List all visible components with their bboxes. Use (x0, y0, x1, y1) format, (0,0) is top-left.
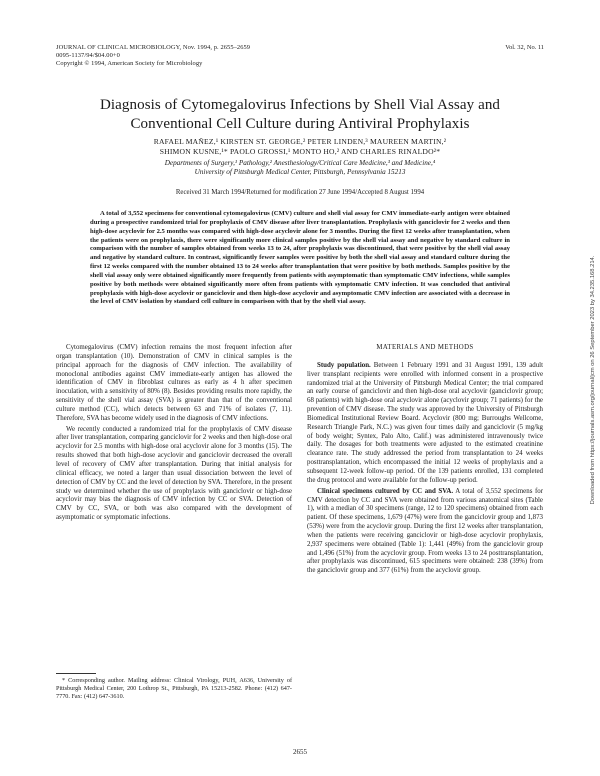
download-watermark (588, 120, 598, 640)
affiliation-line: University of Pittsburgh Medical Center, Pittsburgh, Pennsylvania 15213 (194, 168, 406, 177)
paragraph-heading: Clinical specimens cultured by CC and SVA. (317, 487, 454, 495)
left-column (56, 344, 292, 525)
author-line: RAFAEL MAÑEZ,¹ KIRSTEN ST. GEORGE,² PETER LINDEN,³ MAUREEN MARTIN,² (153, 137, 447, 146)
article-title (40, 96, 560, 134)
section-heading: MATERIALS AND METHODS (376, 344, 474, 351)
title-line: Conventional Cell Culture during Antiviral Prophylaxis (130, 116, 470, 132)
paragraph-text: A total of 3,552 specimens for CMV detection by CC and SVA were obtained from various anatomical sites (Table 1), with a median of 30 specimens (range, 12 to 120 specimens) obtained from each patient. Of these specimens, 1,679 (47%) were from the ganciclovir group and 1,873 (53%) were from the acyclovir group. During the first 12 weeks after transplantation, when the patients were receiving ganciclovir or high-dose acyclovir prophylaxis, 2,937 specimens were obtained (Table 1): 1,441 (49%) from the ganciclovir group and 1,496 (51%) from the acyclovir group. From weeks 13 to 24 posttransplantation, after prophylaxis was discontinued, 615 specimens were obtained: 238 (39%) from the ganciclovir group and 377 (61%) from the acyclovir group. (307, 487, 543, 575)
title-line: Diagnosis of Cytomegalovirus Infections by Shell Vial Assay and (99, 97, 501, 113)
download-watermark-text: Downloaded from https://journals.asm.org/journal/jcm on 26 September 2023 by 34.235.168.214. (590, 255, 596, 505)
body-paragraph: Cytomegalovirus (CMV) infection remains the most frequent infection after organ transplantation (10). Demonstration of CMV in clinical samples is the principal approach for the diagnosis of CMV infection. The availability of monoclonal antibodies against CMV immediate-early antigen has allowed the identification of CMV in fibroblast cultures as early as 4 h after specimen inoculation, with a sensitivity of 80% (8). Besides providing results more rapidly, the sensitivity of the shell vial assay (SVA) is greater than that of the conventional culture method (CC), which detects between 63 and 71% of isolates (7, 11). Therefore, SVA has become widely used in the diagnosis of CMV infections. (56, 344, 292, 422)
author-line: SHIMON KUSNE,¹* PAOLO GROSSI,¹ MONTO HO,² AND CHARLES RINALDO²* (159, 147, 441, 156)
affiliation-line: Departments of Surgery,¹ Pathology,² Anesthesiology/Critical Care Medicine,³ and Medicine,⁴ (164, 159, 436, 167)
corresponding-author-footnote: * Corresponding author. Mailing address: Clinical Virology, PUH, A636, University of Pittsburgh Medical Center, 200 Lothrop St., Pittsburgh, PA 15213-2582. Phone: (412) 647-7770. Fax: (412) 647-3610. (56, 677, 292, 700)
abstract: A total of 3,552 specimens for conventional cytomegalovirus (CMV) culture and shell vial assay for CMV immediate-early antigen were obtained during a prospective randomized trial for prophylaxis of CMV disease after liver transplantation. Prophylaxis with ganciclovir for 2 weeks and then high-dose acyclovir for 2.5 months was compared with high-dose acyclovir alone for 3 months. During the first 12 weeks after transplantation, when the patients were on prophylaxis, there were significantly more clinical samples positive by the shell vial assay and negative by standard culture in comparison with the number of samples obtained from weeks 13 to 24, after prophylaxis was discontinued, that were positive by the shell vial assay and negative by standard culture. In contrast, significantly fewer samples were positive by both the shell vial assay and standard culture during the first 12 weeks compared with the number obtained 13 to 24 weeks after transplantation that were positive by both methods. Samples positive by the shell vial assay only were obtained significantly more frequently from patients with asymptomatic than symptomatic CMV infections, while samples positive by both methods were obtained significantly more often from patients with symptomatic CMV infection. It was concluded that antiviral prophylaxis with high-dose acyclovir or ganciclovir and then high-dose acyclovir and asymptomatic CMV infection are associated with a decrease in the level of CMV isolation by standard cell culture in comparison with that by the shell vial assay. (90, 210, 510, 306)
issn-line: 0095-1137/94/$04.00+0 (56, 52, 120, 60)
author-list (70, 137, 530, 157)
received-dates: Received 31 March 1994/Returned for modification 27 June 1994/Accepted 8 August 1994 (175, 189, 425, 196)
right-column (307, 344, 543, 578)
footnote-divider (56, 673, 96, 674)
body-paragraph: We recently conducted a randomized trial for the prophylaxis of CMV disease after liver transplantation, comparing ganciclovir for 2 weeks and then high-dose oral acyclovir for 2.5 months with high-dose oral acyclovir alone for 3 months (15). The results showed that both high-dose acyclovir and ganciclovir decreased the overall level of recovery of CMV after transplantation. During that initial analysis for clinical efficacy, we noted a larger than usual dissociation between the level of detection of CMV by CC and the level of detection by SVA. Therefore, in the present study we determined whether the use of prophylaxis with ganciclovir or high-dose acyclovir may bias the diagnosis of CMV infection by CC or SVA. Detection of CMV by CC, SVA, or both was also compared with the development of asymptomatic or symptomatic infections. (56, 425, 292, 522)
journal-citation: JOURNAL OF CLINICAL MICROBIOLOGY, Nov. 1994, p. 2655–2659 (56, 44, 251, 51)
journal-header (56, 44, 250, 69)
volume-header: Vol. 32, No. 11 (505, 44, 544, 51)
body-paragraph (307, 488, 543, 576)
paragraph-text: Between 1 February 1991 and 31 August 1991, 139 adult liver transplant recipients were enrolled with informed consent in a prospective randomized trial at the University of Pittsburgh Medical Center; the trial compared an early course of ganciclovir and then high-dose oral acyclovir (ganciclovir group; 68 patients) with high-dose oral acyclovir alone (acyclovir group; 71 patients) for the prevention of CMV disease. The study was approved by the University of Pittsburgh Biomedical Institutional Review Board. Acyclovir (800 mg; Burroughs Wellcome, Research Triangle Park, N.C.) was given four times daily and ganciclovir (5 mg/kg of body weight; Syntex, Palo Alto, Calif.) was administered intravenously twice daily. The dosages for both treatments were adjusted to the estimated creatinine clearance rate. The study addressed the period from transplantation to 24 weeks posttransplantation, which encompassed the initial 12 weeks of prophylaxis and a subsequent 12-week follow-up period. Of the 139 patients enrolled, 131 completed the drug protocol and were available for the follow-up period. (307, 361, 543, 484)
affiliations (70, 159, 530, 178)
paragraph-heading: Study population. (317, 361, 371, 369)
body-paragraph (307, 362, 543, 486)
copyright-line: Copyright © 1994, American Society for Microbiology (56, 60, 203, 68)
page-number: 2655 (293, 748, 307, 756)
